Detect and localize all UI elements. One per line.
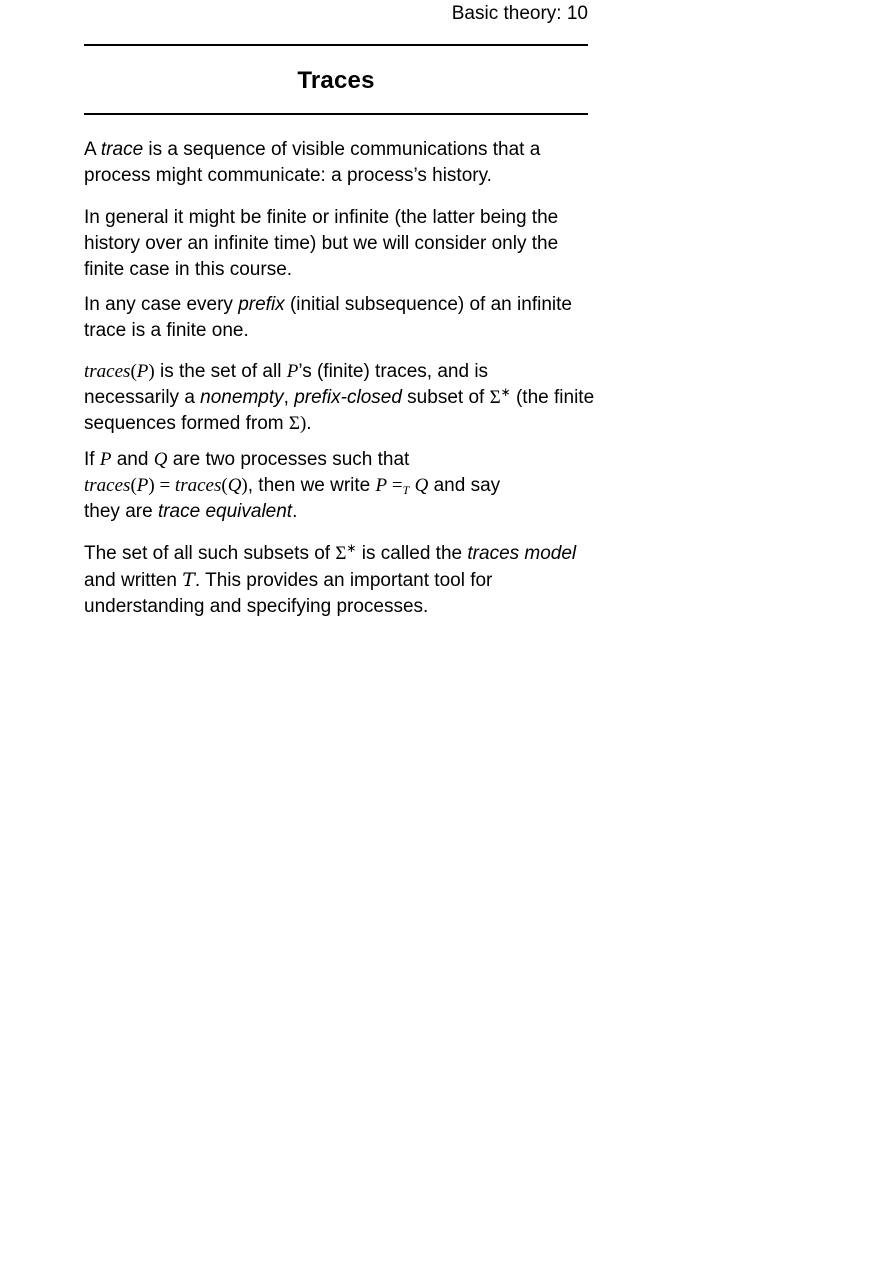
slide-page <box>0 0 888 620</box>
title-rule <box>84 113 588 115</box>
paragraph <box>84 447 588 525</box>
text-run: prefix <box>238 294 285 315</box>
text-run: P <box>375 475 388 496</box>
text-run: A <box>84 139 101 160</box>
text-run: finite case in this course. <box>84 259 293 280</box>
text-run: P <box>286 361 299 382</box>
text-run: P <box>99 449 112 470</box>
text-run: ) <box>241 475 248 496</box>
text-run: P <box>136 361 149 382</box>
text-run: If <box>84 449 100 470</box>
text-run: process might communicate: a process’s history. <box>84 165 492 186</box>
paragraph <box>84 541 588 620</box>
text-run: trace <box>100 139 144 160</box>
paragraph <box>84 205 588 283</box>
paragraph <box>84 292 588 344</box>
text-run: and <box>111 449 154 470</box>
text-run: trace equivalent <box>157 501 293 522</box>
text-run: Q <box>227 475 242 496</box>
text-run: , <box>283 387 295 408</box>
text-run: T <box>182 569 195 591</box>
text-run: . This provides an important tool for <box>194 570 493 591</box>
text-run: (initial subsequence) of an infinite <box>284 294 572 315</box>
text-run: traces <box>84 475 131 496</box>
text-run: are two processes such that <box>167 449 410 470</box>
text-run: necessarily a <box>84 387 201 408</box>
text-run: nonempty <box>200 387 284 408</box>
text-run: they are <box>84 501 158 522</box>
text-run: subset of <box>401 387 490 408</box>
text-run: In general it might be finite or infinite (the latter being the <box>84 207 559 228</box>
text-run: ( <box>130 361 137 382</box>
text-run: . <box>306 413 312 434</box>
text-run: trace is a finite one. <box>84 320 249 341</box>
paragraph <box>84 137 588 189</box>
text-run: prefix-closed <box>294 387 402 408</box>
text-run: , then we write <box>247 475 376 496</box>
text-run: ∗ <box>500 385 511 399</box>
text-run: and say <box>428 475 501 496</box>
text-run: . <box>292 501 298 522</box>
text-run: is the set of all <box>154 361 287 382</box>
text-run: Q <box>414 475 429 496</box>
text-run: ) <box>299 413 307 434</box>
text-run: traces model <box>467 543 577 564</box>
text-run: history over an infinite time) but we will consider only the <box>84 233 559 254</box>
text-run: traces <box>174 475 222 496</box>
text-run: is a sequence of visible communications that a <box>143 139 541 160</box>
text-run: In any case every <box>84 294 239 315</box>
text-run: Σ <box>489 387 501 408</box>
text-run: understanding and specifying processes. <box>84 596 429 617</box>
text-run: = <box>387 475 403 496</box>
text-run: sequences formed from <box>84 413 289 434</box>
text-run: ’s (finite) traces, and is <box>298 361 489 382</box>
text-run: traces <box>84 361 131 382</box>
page-title: Traces <box>297 67 375 94</box>
body <box>84 137 595 620</box>
text-run: ∗ <box>346 541 357 555</box>
text-run: ) = <box>148 475 175 496</box>
text-run: P <box>136 475 149 496</box>
page-header <box>84 0 588 26</box>
paragraph <box>84 359 595 437</box>
text-run: and written <box>84 570 183 591</box>
content-column <box>84 0 595 620</box>
text-run: ( <box>221 475 228 496</box>
text-run: Σ <box>288 413 300 434</box>
text-run: The set of all such subsets of <box>84 543 336 564</box>
text-run: ) <box>148 361 155 382</box>
text-run: Q <box>153 449 168 470</box>
text-run: T <box>402 483 410 497</box>
text-run: Σ <box>335 543 347 564</box>
header-label: Basic theory: 10 <box>451 3 588 24</box>
text-run: ( <box>130 475 137 496</box>
text-run: is called the <box>356 543 468 564</box>
top-rule <box>84 44 588 46</box>
text-run: (the finite <box>510 387 595 408</box>
